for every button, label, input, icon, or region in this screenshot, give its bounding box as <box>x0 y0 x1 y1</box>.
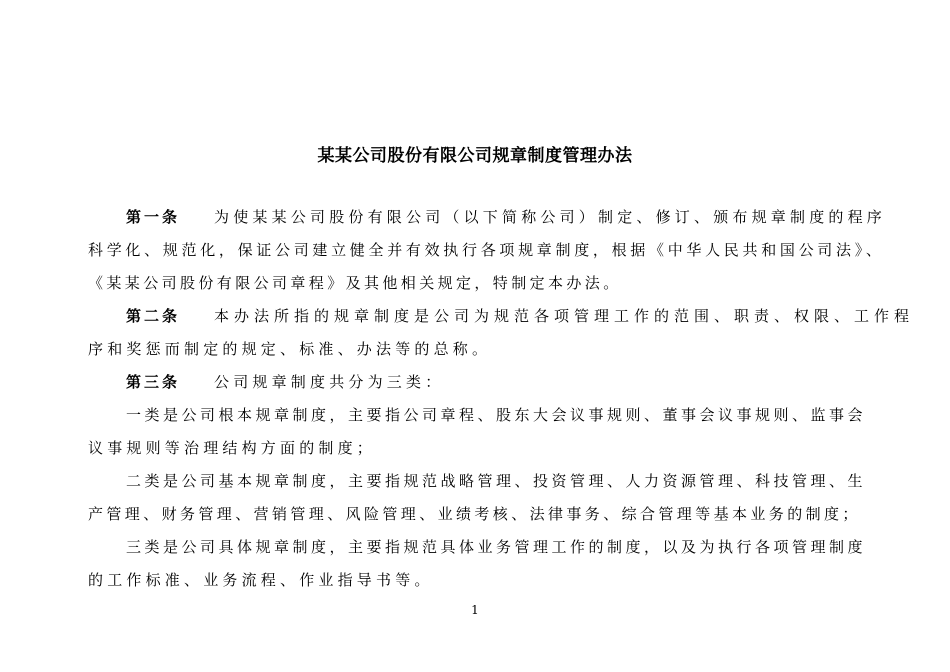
article-2-text: 本办法所指的规章制度是公司为规范各项管理工作的范围、职责、权限、工作程 <box>214 307 915 325</box>
article-3-label: 第三条 <box>126 373 181 391</box>
page-number: 1 <box>471 603 479 617</box>
article-2-line-2: 序和奖惩而制定的规定、标准、办法等的总称。 <box>88 340 492 358</box>
category-3-line-2: 的工作标准、业务流程、作业指导书等。 <box>88 571 434 589</box>
article-1-first-line <box>126 206 886 228</box>
category-1-line-2: 议事规则等治理结构方面的制度； <box>88 439 377 457</box>
article-1-text: 为使某某公司股份有限公司（以下简称公司）制定、修订、颁布规章制度的程序 <box>214 208 887 226</box>
category-1-first-line: 一类是公司根本规章制度，主要指公司章程、股东大会议事规则、董事会议事规则、监事会 <box>126 406 867 424</box>
category-2-first-line: 二类是公司基本规章制度，主要指规范战略管理、投资管理、人力资源管理、科技管理、生 <box>126 472 867 490</box>
article-3-first-line <box>126 371 444 393</box>
article-2-label: 第二条 <box>126 307 181 325</box>
article-2-first-line <box>126 305 914 327</box>
article-1-label: 第一条 <box>126 208 181 226</box>
category-3-first-line: 三类是公司具体规章制度，主要指规范具体业务管理工作的制度，以及为执行各项管理制度 <box>126 538 867 556</box>
document-title: 某某公司股份有限公司规章制度管理办法 <box>317 146 633 166</box>
article-1-line-3: 《某某公司股份有限公司章程》及其他相关规定，特制定本办法。 <box>88 274 622 292</box>
article-3-text: 公司规章制度共分为三类： <box>214 373 445 391</box>
article-1-line-2: 科学化、规范化，保证公司建立健全并有效执行各项规章制度，根据《中华人民共和国公司法》、 <box>88 241 885 259</box>
category-2-line-2: 产管理、财务管理、营销管理、风险管理、业绩考核、法律事务、综合管理等基本业务的制度； <box>88 505 861 523</box>
